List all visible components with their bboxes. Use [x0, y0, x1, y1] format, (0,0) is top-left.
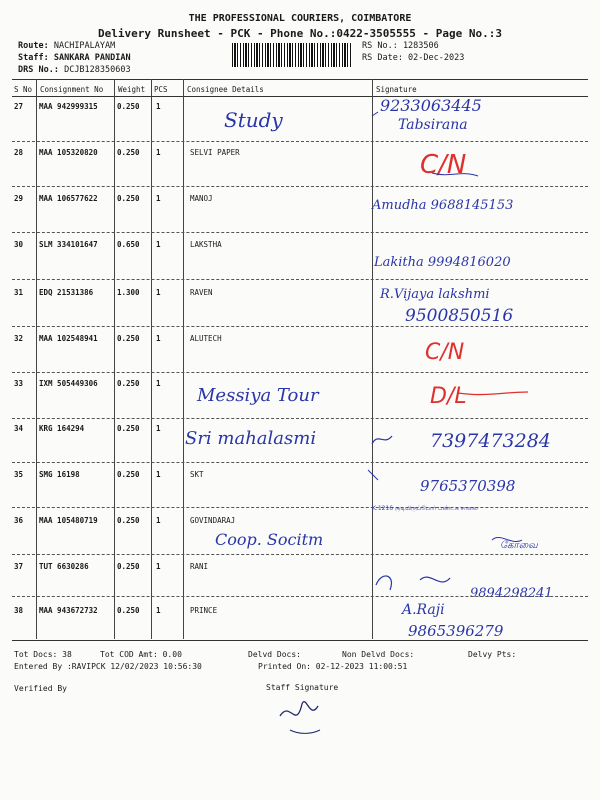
runsheet-subtitle: Delivery Runsheet - PCK - Phone No.:0422-3505555 - Page No.:3: [98, 27, 502, 40]
col-header-consignee: Consignee Details: [187, 85, 264, 94]
row-consignment: MAA 105320820: [39, 148, 98, 157]
row-sno: 36: [14, 516, 24, 525]
row-weight: 0.250: [117, 148, 140, 157]
row-weight: 0.250: [117, 194, 140, 203]
staff-value: SANKARA PANDIAN: [53, 53, 131, 63]
delivery-points: Delvy Pts:: [468, 650, 517, 659]
row-consignment: KRG 164294: [39, 424, 85, 433]
row-signature: A.Raji: [402, 602, 445, 618]
row-sno: 32: [14, 334, 24, 343]
total-cod-amount: Tot COD Amt: 0.00: [100, 650, 182, 659]
row-delivery-mark: C/N: [420, 150, 467, 180]
row-sno: 30: [14, 240, 24, 249]
row-weight: 0.650: [117, 240, 140, 249]
row-sno: 31: [14, 288, 24, 297]
drs-label: DRS No.:: [18, 65, 59, 75]
row-consignee: RANI: [190, 562, 209, 571]
row-weight: 0.250: [117, 562, 140, 571]
delivered-docs: Delvd Docs:: [248, 650, 301, 659]
row-consignment: TUT 6630286: [39, 562, 89, 571]
entered-by: Entered By :RAVIPCK 12/02/2023 10:56:30: [14, 662, 202, 671]
row-consignment: MAA 106577622: [39, 194, 98, 203]
col-header-signature: Signature: [376, 85, 417, 94]
row-pcs: 1: [156, 194, 161, 203]
row-pcs: 1: [156, 516, 161, 525]
row-pcs: 1: [156, 424, 161, 433]
row-signature: 9233063445: [380, 96, 482, 115]
row-sno: 29: [14, 194, 24, 203]
row-sno: 35: [14, 470, 24, 479]
row-consignee: ALUTECH: [190, 334, 222, 343]
row-delivery-mark: C/N: [425, 340, 465, 365]
row-weight: 0.250: [117, 379, 140, 388]
row-sno: 38: [14, 606, 24, 615]
row-signature: 9865396279: [408, 622, 504, 640]
row-pcs: 1: [156, 148, 161, 157]
col-header-consignment: Consignment No: [40, 85, 104, 94]
row-signature: கோவை: [500, 540, 538, 551]
row-signature: Amudha 9688145153: [372, 198, 514, 213]
row-consignee: LAKSTHA: [190, 240, 222, 249]
row-consignee: SELVI PAPER: [190, 148, 240, 157]
row-sno: 37: [14, 562, 24, 571]
row-signature: 9500850516: [405, 306, 514, 326]
row-signature: R.Vijaya lakshmi: [380, 287, 490, 302]
row-handwritten-name: Messiya Tour: [197, 385, 319, 406]
route-value: NACHIPALAYAM: [53, 41, 116, 51]
rs-date: RS Date: 02-Dec-2023: [362, 53, 465, 63]
row-weight: 0.250: [117, 424, 140, 433]
row-pcs: 1: [156, 562, 161, 571]
row-consignment: MAA 102548941: [39, 334, 98, 343]
row-delivery-mark: D/L: [430, 384, 467, 409]
row-signature: 7397473284: [430, 430, 551, 452]
col-header-sno: S No: [14, 85, 33, 94]
row-consignee: MANOJ: [190, 194, 213, 203]
row-pcs: 1: [156, 240, 161, 249]
row-consignment: EDQ 21531386: [39, 288, 94, 297]
row-handwritten-name: Coop. Socitm: [215, 530, 324, 549]
printed-on: Printed On: 02-12-2023 11:00:51: [258, 662, 408, 671]
drs-value: DCJB128350603: [64, 65, 131, 75]
col-header-weight: Weight: [118, 85, 146, 94]
row-consignee: GOVINDARAJ: [190, 516, 236, 525]
staff-signature-label: Staff Signature: [266, 683, 339, 692]
row-consignment: SMG 16198: [39, 470, 80, 479]
row-signature: Lakitha 9994816020: [374, 255, 511, 270]
row-pcs: 1: [156, 288, 161, 297]
row-consignee: PRINCE: [190, 606, 218, 615]
row-weight: 0.250: [117, 334, 140, 343]
company-title: THE PROFESSIONAL COURIERS, COIMBATORE: [188, 13, 412, 24]
row-pcs: 1: [156, 470, 161, 479]
rs-number: RS No.: 1283506: [362, 41, 439, 51]
row-sno: 28: [14, 148, 24, 157]
row-consignment: SLM 334101647: [39, 240, 98, 249]
society-stamp: K.1216 குடியிருப்போர் பண்டக சாலை: [372, 505, 478, 512]
row-signature: Tabsirana: [398, 117, 468, 133]
total-docs: Tot Docs: 38: [14, 650, 72, 659]
row-consignee: SKT: [190, 470, 204, 479]
row-consignment: MAA 105480719: [39, 516, 98, 525]
row-sno: 27: [14, 102, 24, 111]
row-signature: 9765370398: [420, 477, 516, 495]
row-weight: 0.250: [117, 470, 140, 479]
row-weight: 1.300: [117, 288, 140, 297]
row-sno: 34: [14, 424, 24, 433]
row-pcs: 1: [156, 334, 161, 343]
row-pcs: 1: [156, 102, 161, 111]
row-handwritten-name: Sri mahalasmi: [185, 428, 317, 449]
row-signature: 9894298241: [470, 586, 553, 601]
route-label: Route:: [18, 41, 49, 51]
verified-by-label: Verified By: [14, 684, 67, 693]
row-pcs: 1: [156, 606, 161, 615]
row-weight: 0.250: [117, 516, 140, 525]
row-pcs: 1: [156, 379, 161, 388]
row-weight: 0.250: [117, 606, 140, 615]
col-header-pcs: PCS: [154, 85, 168, 94]
row-weight: 0.250: [117, 102, 140, 111]
row-consignment: IXM 505449306: [39, 379, 98, 388]
non-delivered-docs: Non Delvd Docs:: [342, 650, 415, 659]
row-sno: 33: [14, 379, 24, 388]
staff-label: Staff:: [18, 53, 49, 63]
row-consignment: MAA 942999315: [39, 102, 98, 111]
row-handwritten-name: Study: [224, 108, 283, 132]
row-consignment: MAA 943672732: [39, 606, 98, 615]
row-consignee: RAVEN: [190, 288, 213, 297]
